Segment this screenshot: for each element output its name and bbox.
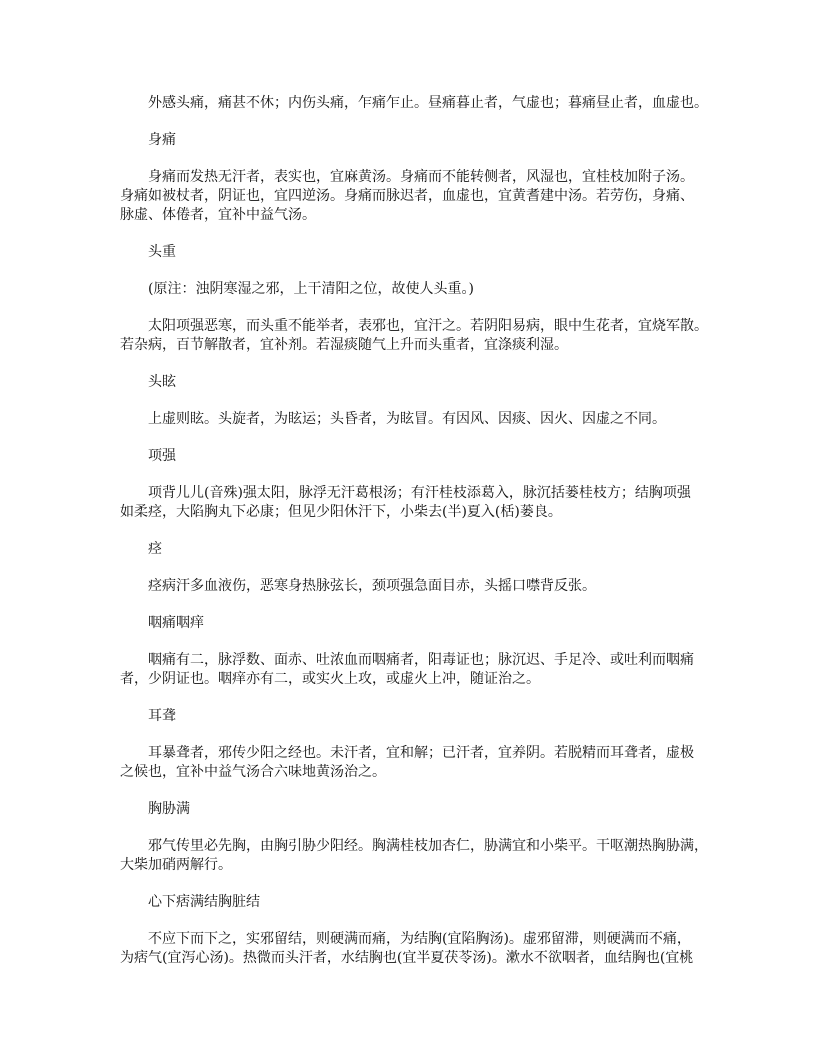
section-heading [120,540,720,559]
text-line: 太阳项强恶寒，而头重不能举者，表邪也，宜汗之。若阴阳易病，眼中生花者，宜烧军散。 [148,318,708,334]
body-paragraph [120,744,720,782]
body-paragraph [120,484,720,522]
text-line: 上虚则眩。头旋者，为眩运；头昏者，为眩冒。有因风、因痰、因火、因虚之不同。 [148,411,666,427]
text-line: 咽痛咽痒 [148,615,204,631]
text-line: 邪气传里必先胸，由胸引胁少阳经。胸满桂枝加杏仁，胁满宜和小柴平。干呕潮热胸胁满， [148,838,708,854]
text-line: 身痛如被杖者，阴证也，宜四逆汤。身痛而脉迟者，血虚也，宜黄耆建中汤。若劳伤，身痛、 [120,188,694,204]
section-heading [120,243,720,262]
body-paragraph [120,410,720,429]
body-paragraph [120,651,720,689]
text-line: 脉虚、体倦者，宜补中益气汤。 [120,207,316,223]
text-line: 若杂病，百节解散者，宜补剂。若湿痰随气上升而头重者，宜涤痰利湿。 [120,337,568,353]
body-paragraph [120,317,720,355]
text-line: 为痞气(宜泻心汤)。热微而头汗者，水结胸也(宜半夏茯苓汤)。漱水不欲咽者，血结胸也(宜桃 [120,950,694,966]
text-line: 项强 [148,448,176,464]
text-line: 头重 [148,244,176,260]
body-paragraph [120,94,720,113]
text-line: 者，少阴证也。咽痒亦有二，或实火上攻，或虚火上冲，随证治之。 [120,671,540,687]
text-line: 头眩 [148,374,176,390]
section-heading [120,707,720,726]
body-paragraph [120,577,720,596]
text-line: 耳暴聋者，邪传少阳之经也。未汗者，宜和解；已汗者，宜养阴。若脱精而耳聋者，虚极 [148,745,694,761]
text-line: 大柴加硝两解行。 [120,857,232,873]
section-heading [120,800,720,819]
text-line: 之候也，宜补中益气汤合六味地黄汤治之。 [120,764,386,780]
text-line: 耳聋 [148,708,176,724]
text-line: 痉 [148,541,162,557]
section-heading [120,614,720,633]
section-heading [120,131,720,150]
text-line: 不应下而下之，实邪留结，则硬满而痛，为结胸(宜陷胸汤)。虚邪留滞，则硬满而不痛， [148,931,691,947]
section-heading [120,893,720,912]
body-paragraph [120,168,720,225]
body-paragraph [120,280,720,299]
document-page [120,94,720,986]
body-paragraph [120,930,720,968]
section-heading [120,373,720,392]
text-line: 身痛而发热无汗者，表实也，宜麻黄汤。身痛而不能转侧者，风湿也，宜桂枝加附子汤。 [148,169,694,185]
text-line: 咽痛有二，脉浮数、面赤、吐浓血而咽痛者，阳毒证也；脉沉迟、手足冷、或吐利而咽痛 [148,652,694,668]
text-line: 外感头痛，痛甚不休；内伤头痛，乍痛乍止。昼痛暮止者，气虚也；暮痛昼止者，血虚也。 [148,95,708,111]
text-line: 身痛 [148,132,176,148]
text-line: (原注：浊阴寒湿之邪，上干清阳之位，故使人头重。) [148,281,474,297]
text-line: 胸胁满 [148,801,190,817]
text-line: 如柔痉，大陷胸丸下必康；但见少阳休汗下，小柴去(半)夏入(栝)蒌良。 [120,504,562,520]
text-line: 心下痞满结胸脏结 [148,894,260,910]
text-line: 项背儿儿(音殊)强太阳，脉浮无汗葛根汤；有汗桂枝添葛入，脉沉括蒌桂枝方；结胸项强 [148,485,691,501]
body-paragraph [120,837,720,875]
section-heading [120,447,720,466]
text-line: 痉病汗多血液伤，恶寒身热脉弦长，颈项强急面目赤，头摇口噤背反张。 [148,578,596,594]
